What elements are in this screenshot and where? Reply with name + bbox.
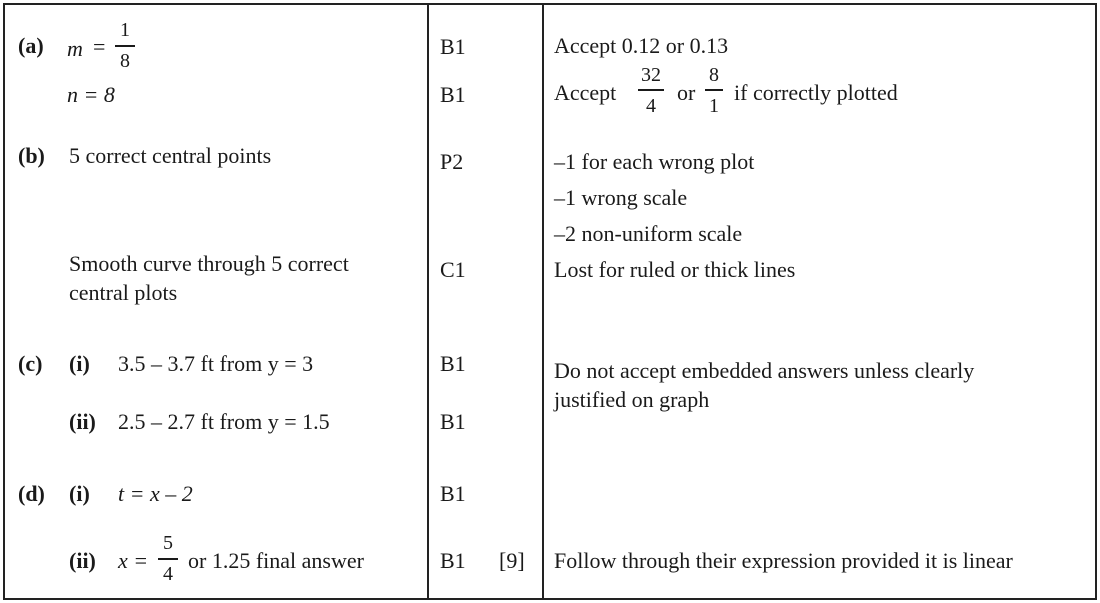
part-a-mark-1: B1 [440,34,466,59]
part-b-note-2: –1 wrong scale [554,185,688,210]
table-bottom-border [3,598,1097,600]
part-a-note-numerator-1: 32 [641,64,661,86]
total-marks: [9] [499,548,525,573]
part-b-curve-line-2: central plots [69,280,178,305]
column-divider-answer [427,3,429,600]
part-c-ii-mark: B1 [440,409,466,434]
part-a-note-2-tail: if correctly plotted [734,80,898,105]
part-c-label: (c) [18,351,43,376]
table-top-border [3,3,1097,5]
part-b-note-1: –1 for each wrong plot [554,149,755,174]
part-d-ii-mark: B1 [440,548,466,573]
part-b-note-3: –2 non-uniform scale [554,221,743,246]
part-a-n-line: n = 8 [67,82,115,107]
part-d-ii-tail: or 1.25 final answer [188,548,364,573]
part-d-ii-label: (ii) [69,548,96,573]
part-d-ii-denominator: 4 [163,563,173,585]
part-a-note-2-accept: Accept [554,80,617,105]
part-c-note-line-1: Do not accept embedded answers unless clearly [554,358,975,383]
part-a-note-bar-1 [638,89,664,91]
part-c-ii-text: 2.5 – 2.7 ft from y = 1.5 [118,409,330,434]
part-a-note-1: Accept 0.12 or 0.13 [554,33,729,58]
part-a-label: (a) [18,33,44,58]
part-a-mark-2: B1 [440,82,466,107]
part-c-i-label: (i) [69,351,90,376]
part-a-m-numerator: 1 [120,19,130,41]
table-left-border [3,3,5,600]
part-a-note-or: or [677,80,696,105]
part-d-ii-numerator: 5 [163,532,173,554]
part-a-note-denominator-2: 1 [709,95,719,117]
part-a-note-bar-2 [705,89,723,91]
part-b-curve-line-1: Smooth curve through 5 correct [69,251,349,276]
part-c-i-text: 3.5 – 3.7 ft from y = 3 [118,351,314,376]
part-d-ii-fraction-bar [158,558,178,560]
table-right-border [1095,3,1097,600]
part-a-m-denominator: 8 [120,50,130,72]
part-b-points-text: 5 correct central points [69,143,272,168]
part-d-ii-x: x = [118,548,149,573]
part-b-mark-1: P2 [440,149,464,174]
part-d-label: (d) [18,481,45,506]
part-a-note-numerator-2: 8 [709,64,719,86]
column-divider-marks [542,3,544,600]
part-b-mark-2: C1 [440,257,466,282]
part-d-i-text: t = x – 2 [118,481,193,506]
part-d-note: Follow through their expression provided it is linear [554,548,1013,573]
part-b-note-curve: Lost for ruled or thick lines [554,257,796,282]
part-c-note-line-2: justified on graph [554,387,710,412]
part-d-i-mark: B1 [440,481,466,506]
part-a-fraction-bar [115,45,135,47]
part-c-ii-label: (ii) [69,409,96,434]
part-a-note-denominator-1: 4 [646,95,656,117]
part-b-label: (b) [18,143,45,168]
part-a-m-var: m [67,36,83,61]
part-d-i-label: (i) [69,481,90,506]
part-a-equals: = [93,34,106,59]
part-c-i-mark: B1 [440,351,466,376]
